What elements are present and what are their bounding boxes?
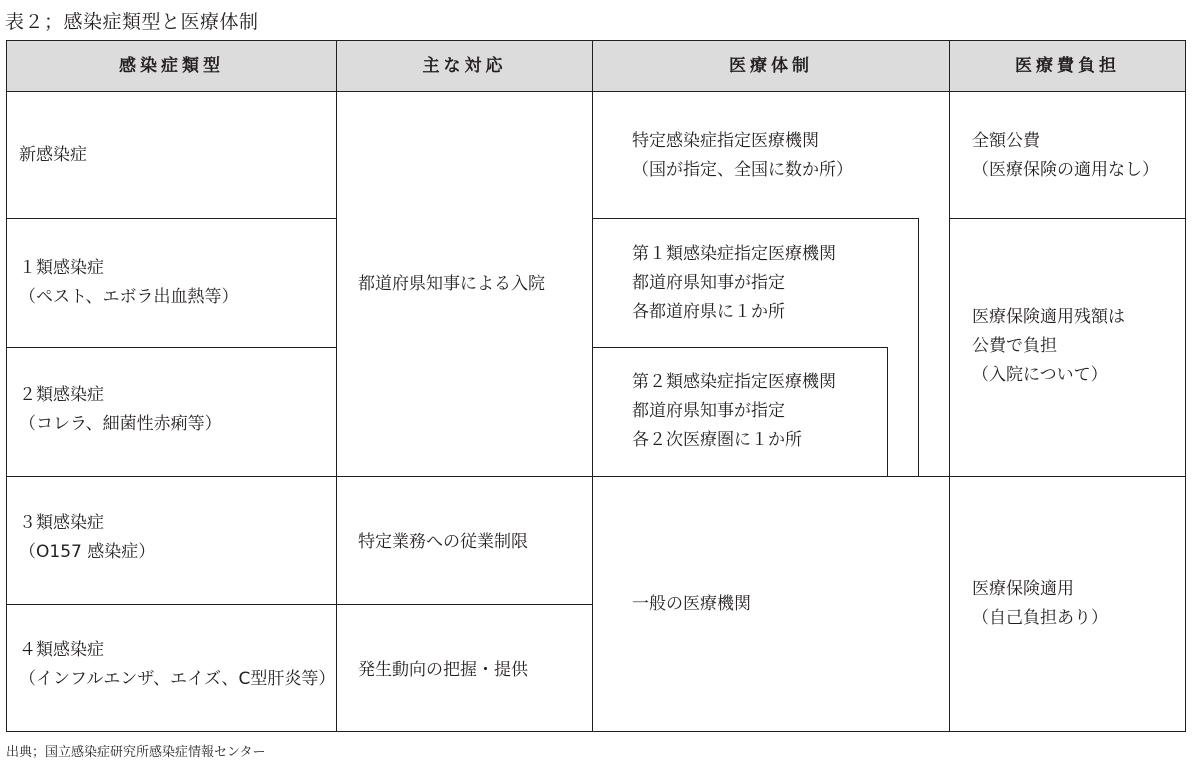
type-class3-examples: （O157 感染症） [19, 542, 156, 562]
cost-full-public-note: （医療保険の適用なし） [972, 160, 1159, 180]
row-divider-type-2 [6, 347, 336, 348]
type-class1 [19, 254, 238, 312]
cost-insurance-label: 医療保険適用 [972, 579, 1074, 599]
header-infection-type: 感染症類型 [119, 56, 224, 76]
type-class1-label: １類感染症 [19, 258, 104, 278]
table-title: 表２；感染症類型と医療体制 [5, 11, 259, 33]
cost-partial-public-line3: （入院について） [972, 365, 1108, 385]
cost-partial-public [972, 303, 1125, 390]
medical-specific [632, 127, 853, 185]
medical-specific-note: （国が指定、全国に数か所） [632, 160, 853, 180]
medical-second-class-count: 各２次医療圏に１か所 [632, 430, 802, 450]
medical-specific-name: 特定感染症指定医療機関 [632, 131, 819, 151]
cost-partial-public-line2: 公費で負担 [972, 336, 1057, 356]
type-new-label: 新感染症 [19, 145, 87, 165]
cost-full-public-label: 全額公費 [972, 131, 1040, 151]
source-citation: 出典；国立感染症研究所感染症情報センター [6, 745, 266, 760]
type-class3 [19, 509, 155, 567]
type-class2-label: ２類感染症 [19, 385, 104, 405]
row-divider-main [6, 476, 1186, 477]
header-main-response: 主な対応 [422, 56, 507, 76]
medical-first-class-designation: 都道府県知事が指定 [632, 273, 785, 293]
cost-full-public [972, 127, 1159, 185]
response-work-restriction: 特定業務への従業制限 [358, 532, 528, 552]
type-class1-examples: （ペスト、エボラ出血熱等） [19, 287, 239, 307]
cost-insurance [972, 575, 1108, 633]
medical-first-class-name: 第１類感染症指定医療機関 [632, 244, 836, 264]
nested-box-right-inner [887, 347, 888, 476]
nested-box-right-outer [918, 218, 919, 476]
response-hospitalization: 都道府県知事による入院 [358, 274, 545, 294]
medical-second-class-name: 第２類感染症指定医療機関 [632, 372, 836, 392]
column-divider-1 [336, 41, 337, 731]
column-divider-3 [949, 41, 950, 731]
medical-second-class [632, 368, 836, 455]
row-divider-type-3 [6, 604, 592, 605]
type-class2-examples: （コレラ、細菌性赤痢等） [19, 414, 222, 434]
type-class2 [19, 381, 222, 439]
medical-general: 一般の医療機関 [632, 594, 751, 614]
header-medical-system: 医療体制 [729, 56, 813, 76]
type-class3-label: ３類感染症 [19, 513, 104, 533]
medical-first-class-count: 各都道府県に１か所 [632, 302, 785, 322]
type-class4 [19, 636, 335, 694]
type-class4-examples: （インフルエンザ、エイズ、C型肝炎等） [19, 669, 336, 689]
type-new [19, 141, 87, 170]
cost-insurance-note: （自己負担あり） [972, 608, 1108, 628]
type-class4-label: ４類感染症 [19, 640, 104, 660]
medical-first-class [632, 240, 836, 327]
row-divider-cost-1 [949, 218, 1186, 219]
column-divider-2 [592, 41, 593, 731]
row-divider-type-1 [6, 218, 336, 219]
cost-partial-public-line1: 医療保険適用残額は [972, 307, 1125, 327]
row-divider-medical-2 [592, 347, 888, 348]
response-monitoring: 発生動向の把握・提供 [358, 660, 528, 680]
header-medical-cost: 医療費負担 [1015, 56, 1120, 76]
medical-second-class-designation: 都道府県知事が指定 [632, 401, 785, 421]
row-divider-medical-1 [592, 218, 919, 219]
